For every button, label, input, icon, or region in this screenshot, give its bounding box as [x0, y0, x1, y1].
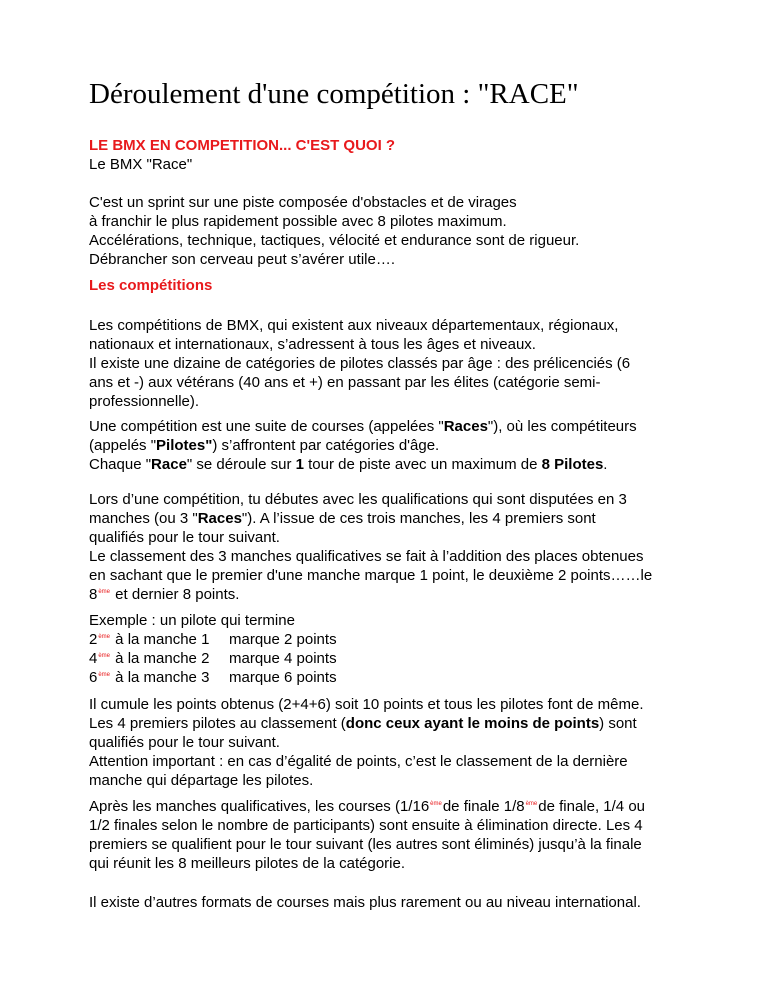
competitions-paragraph-3	[89, 490, 729, 604]
description-line: à franchir le plus rapidement possible avec 8 pilotes maximum.	[89, 213, 507, 230]
paragraph-line: 1/2 finales selon le nombre de participants) sont ensuite à élimination directe. Les 4	[89, 817, 643, 834]
competitions-heading-block	[89, 276, 729, 295]
paragraph-line: qualifiés pour le tour suivant.	[89, 529, 280, 546]
intro-subheading: Le BMX "Race"	[89, 156, 193, 173]
paragraph-line: nationaux et internationaux, s’adressent à tous les âges et niveaux.	[89, 336, 536, 353]
description-line: Accélérations, technique, tactiques, vélocité et endurance sont de rigueur.	[89, 232, 580, 249]
paragraph-line: 8ème et dernier 8 points.	[89, 586, 240, 603]
paragraph-line: Il existe d’autres formats de courses mais plus rarement ou au niveau international.	[89, 894, 641, 911]
paragraph-line: ans et -) aux vétérans (40 ans et +) en passant par les élites (catégorie semi-	[89, 374, 601, 391]
paragraph-line: Une compétition est une suite de courses (appelées "Races"), où les compétiteurs	[89, 418, 637, 435]
paragraph-line: Les 4 premiers pilotes au classement (donc ceux ayant le moins de points) sont	[89, 715, 637, 732]
paragraph-line: Le classement des 3 manches qualificatives se fait à l’addition des places obtenues	[89, 548, 644, 565]
page-title: Déroulement d'une compétition : "RACE"	[89, 78, 579, 110]
paragraph-line: Lors d’une compétition, tu débutes avec les qualifications qui sont disputées en 3	[89, 491, 627, 508]
paragraph-line: qualifiés pour le tour suivant.	[89, 734, 280, 751]
paragraph-line: Attention important : en cas d’égalité de points, c’est le classement de la dernière	[89, 753, 628, 770]
intro-section	[89, 136, 729, 174]
paragraph-line: (appelés "Pilotes") s’affrontent par catégories d'âge.	[89, 437, 440, 454]
paragraph-line: Les compétitions de BMX, qui existent aux niveaux départementaux, régionaux,	[89, 317, 619, 334]
competitions-paragraph-5	[89, 797, 729, 873]
paragraph-line: premiers se qualifient pour le tour suivant (les autres sont éliminés) jusqu’à la finale	[89, 836, 642, 853]
competitions-heading: Les compétitions	[89, 277, 213, 294]
example-block	[89, 611, 729, 687]
paragraph-line: Après les manches qualificatives, les courses (1/16èmede finale 1/8èmede finale, 1/4 ou	[89, 798, 646, 815]
example-row: 4ème à la manche 2 marque 4 points	[89, 650, 337, 667]
paragraph-line: Il existe une dizaine de catégories de pilotes classés par âge : des prélicenciés (6	[89, 355, 631, 372]
paragraph-line: manche qui départage les pilotes.	[89, 772, 314, 789]
paragraph-line: Chaque "Race" se déroule sur 1 tour de piste avec un maximum de 8 Pilotes.	[89, 456, 608, 473]
paragraph-line: Il cumule les points obtenus (2+4+6) soit 10 points et tous les pilotes font de même.	[89, 696, 644, 713]
paragraph-line: en sachant que le premier d'une manche marque 1 point, le deuxième 2 points……le	[89, 567, 653, 584]
example-row: 6ème à la manche 3 marque 6 points	[89, 669, 337, 686]
intro-heading: LE BMX EN COMPETITION... C'EST QUOI ?	[89, 137, 396, 154]
competitions-paragraph-2	[89, 417, 729, 474]
example-row: 2ème à la manche 1 marque 2 points	[89, 631, 337, 648]
description-paragraph	[89, 193, 729, 269]
paragraph-line: professionnelle).	[89, 393, 200, 410]
example-intro: Exemple : un pilote qui termine	[89, 612, 295, 629]
paragraph-line: qui réunit les 8 meilleurs pilotes de la catégorie.	[89, 855, 406, 872]
competitions-paragraph-4	[89, 695, 729, 790]
competitions-paragraph-6	[89, 893, 729, 912]
paragraph-line: manches (ou 3 "Races"). A l’issue de ces trois manches, les 4 premiers sont	[89, 510, 596, 527]
competitions-paragraph-1	[89, 316, 729, 411]
description-line: Débrancher son cerveau peut s’avérer utile….	[89, 251, 395, 268]
description-line: C'est un sprint sur une piste composée d'obstacles et de virages	[89, 194, 517, 211]
